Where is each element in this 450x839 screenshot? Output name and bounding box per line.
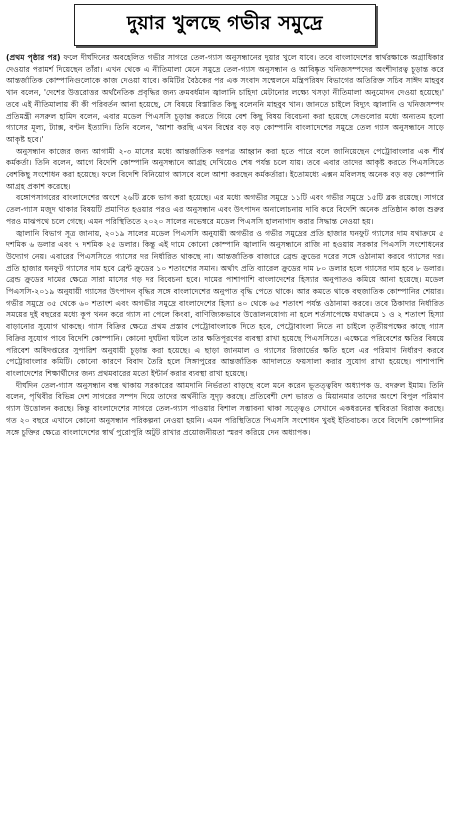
- article-paragraph: জ্বালানি বিভাগ সূত্র জানায়, ২০১৯ সালের মডেল পিএসসি অনুযায়ী অগভীর ও গভীর সমুদ্রের প্রতি হাজার ঘনফুট গ্যাসের দাম যথাক্রমে ৫ দশমিক ৬ ডলার এবং ৭ দশমিক ২৫ ডলার। কিন্তু এই দামে কোনো কোম্পানি জ্বালানি অনুসন্ধানে রাজি না হওয়ায় সরকার পিএসসি সংশোধনের উদ্যোগ নেয়। এবারের পিএসসিতে গ্যাসের দর নির্ধারিত থাকছে না। আন্তর্জাতিক বাজারে ব্রেন্ড ক্রুডের দরের সঙ্গে ওঠানামা করবে গ্যাসের দর। প্রতি হাজার ঘনফুট গ্যাসের দাম হবে ব্রেন্ট ক্রুডের ১০ শতাংশের সমান। অর্থাৎ প্রতি ব্যারেল ক্রুডের দাম ৮০ ডলার হলে গ্যাসের দাম হবে ৮ ডলার। ব্রেন্ড ক্রুডের দামের ক্ষেত্রে সারা মাসের গড় দর বিবেচনা হবে। দামের পাশাপাশি বাংলাদেশের হিস্যার অনুপাতও কমিয়ে আনা হয়েছে। মডেল পিএসসি-২০১৯ অনুযায়ী গ্যাসের উৎপাদন বৃদ্ধির সঙ্গে বাংলাদেশের অনুপাত বৃদ্ধি পেতে থাকে। আর কমতে থাকে বহুজাতিক কোম্পানির শেয়ার। গভীর সমুদ্রে ৩৫ থেকে ৬০ শতাংশ এবং অগভীর সমুদ্রে বাংলাদেশের হিস্যা ৪০ থেকে ৬৫ শতাংশ পর্যন্ত ওঠানামা করবে। তবে ঠিকাদার নির্ধারিত সময়ের দুই বছরের মধ্যে কূপ খনন করে গ্যাস না পেলে কিংবা, বাণিজ্যিকভাবে উত্তোলনযোগ্য না হলে শর্তসাপেক্ষে যথাক্রমে ১ ও ২ শতাংশ হিস্যা বাড়ানোর সুযোগ থাকছে। গ্যাস বিক্রির ক্ষেত্রে প্রথম প্রস্তাব পেট্রোবাংলাকে দিতে হবে, পেট্রোবাংলা নিতে না চাইলে তৃতীয়পক্ষের কাছে গ্যাস বিক্রির সুযোগ পাবে বিদেশি কোম্পানি। কোনো দুর্ঘটনা ঘটলে তার ক্ষতিপূরণের ব্যবস্থা রাখা হয়েছে পিএসসিতে। এক্ষেত্রে পরিবেশের ক্ষতির বিষয়ে পরিবেশ অধিদপ্তরের সুপারিশ অনুযায়ী চূড়ান্ত করা হয়েছে। এ ছাড়া জানমাল ও গ্যাসের রিজার্ভের ক্ষতি হলে এর পরিমাণ নির্ধারণ করবে পেট্রোবাংলার কমিটি। কোনো কারণে বিবাদ তৈরি হলে সিঙ্গাপুরের আন্তর্জাতিক আদালতে ফয়সালা করার সুযোগ রাখা হয়েছে। পাশাপাশি বাংলাদেশের শিক্ষার্থীদের জন্য প্রথমবারের মতো ইন্টার্ন করার ব্যবস্থা রাখা হয়েছে।: [6, 228, 444, 378]
- headline-box: [74, 4, 376, 46]
- headline: দুয়ার খুলছে গভীর সমুদ্রে: [126, 12, 324, 34]
- article-paragraph: বঙ্গোপসাগরের বাংলাদেশের অংশে ২৬টি ব্লকে ভাগ করা হয়েছে। এর মধ্যে অগভীর সমুদ্রে ১১টি এবং গভীর সমুদ্রে ১৫টি ব্লক রয়েছে। সাগরে তেল-গ্যাস মজুদ থাকার বিষয়টি প্রমাণিত হওয়ার পরও এর অনুসন্ধান এবং উৎপাদন অনালোচনায় দাবি করে বিদেশি অনেক প্রতিষ্ঠান কাজ শুরুর পরও মাঝপথে চলে গেছে। এমন পরিস্থিতিতে ২০২০ সালের নভেম্বরে মডেল পিএসসি হালনাগাদ করার সিদ্ধান্ত নেওয়া হয়।: [6, 193, 444, 226]
- article-paragraph: [6, 52, 444, 146]
- article-paragraph: অনুসন্ধান কাজের জন্য আগামী ২-৩ মাসের মধ্যে আন্তর্জাতিক দরপত্র আহ্বান করা হতে পারে বলে জানিয়েছেন পেট্রোবাংলার এক শীর্ষ কর্মকর্তা। তিনি বলেন, আগে বিদেশি কোম্পানি অনুসন্ধানে আগ্রহ দেখিয়েও শেষ পর্যন্ত চলে যায়। তবে এবার তাদের আকৃষ্ট করতে পিএসসিতে বেশকিছু সংশোধন করা হয়েছে। ফলে বিদেশি বিনিয়োগ আসবে বলে আশা করছেন কর্মকর্তারা। ইতোমধ্যে এক্সন মবিলসহ অনেক বড় বড় কোম্পানি আগ্রহ প্রকাশ করেছে।: [6, 146, 444, 191]
- article-body: [6, 52, 444, 837]
- continuation-tag: (প্রথম পৃষ্ঠার পর): [6, 53, 61, 62]
- paragraph-text: ফলে দীর্ঘদিনের অবহেলিত গভীর সাগরে তেল-গ্যাস অনুসন্ধানের দুয়ার খুলে যাবে। তবে বাংলাদেশের স্বার্থরক্ষাকে অগ্রাধিকার দেওয়ার পরামর্শ দিয়েছেন তাঁরা। এখন থেকে এ নীতিমালা মেনে সমুদ্রে তেল-গ্যাস অনুসন্ধান ও আবিষ্কৃত খনিজসম্পদের অংশীদারত্ব চূড়ান্ত করে আন্তর্জাতিক কোম্পানিগুলোকে কাজ দেওয়া যাবে। কমিটির বৈঠকের পর এক সংবাদ সম্মেলনে মন্ত্রিপরিষদ বিভাগের অতিরিক্ত সচিব সাঈদ মাহবুব খান বলেন, 'দেশের উত্তরোত্তর অর্থনৈতিক প্রবৃদ্ধির জন্য ক্রমবর্ধমান জ্বালানি চাহিদা মেটানোর লক্ষ্যে খসড়া নীতিমালা অনুমোদন দেওয়া হয়েছে।' তবে এই নীতিমালায় কী কী পরিবর্তন আনা হয়েছে, সে বিষয়ে বিস্তারিত কিছু বলেননি মাহবুব খান। জানতে চাইলে বিদ্যুৎ জ্বালানি ও খনিজসম্পদ প্রতিমন্ত্রী নসরুল হামিদ বলেন, এবার মডেল পিএসসি চূড়ান্ত করতে গিয়ে বেশ কিছু বিষয় বিবেচনা করা হয়েছে সেগুলোর মধ্যে অন্যতম হলো গ্যাসের মূল্য, ট্যাক্স, বণ্টন ইত্যাদি। তিনি বলেন, 'আশা করছি এখন বিশ্বের বড় বড় কোম্পানি বাংলাদেশের সমুদ্রে তেল গ্যাস অনুসন্ধানে সাড়ে আকৃষ্ট হবে।': [6, 53, 444, 144]
- article-paragraph: দীর্ঘদিন তেল-গ্যাস অনুসন্ধান বন্ধ থাকায় সরকারের আমদানি নির্ভরতা বাড়ছে বলে মনে করেন ভূতত্ত্ববিদ অধ্যাপক ড. বদরুল ইমাম। তিনি বলেন, পৃথিবীর বিভিন্ন দেশ সাগরের সম্পদ দিয়ে তাদের অর্থনীতি সুদৃঢ় করছে। প্রতিবেশী দেশ ভারত ও মিয়ানমার তাদের অংশে বিপুল পরিমাণ গ্যাস উত্তোলন করছে। কিন্তু বাংলাদেশের সাগরে তেল-গ্যাস পাওয়ার বিশাল সম্ভাবনা থাকা সত্ত্বেও সেখানে একধরনের স্থবিরতা বিরাজ করছে। গত ২০ বছরে এখানে কোনো অনুসন্ধান পরিকল্পনা নেওয়া হয়নি। এমন পরিস্থিতিতে পিএসসি সংশোধন খুবই ইতিবাচক। তবে বিদেশি কোম্পানির সঙ্গে চুক্তির ক্ষেত্রে বাংলাদেশের স্বার্থ পুরোপুরি অটুট রাখার প্রয়োজনীয়তা স্মরণ করিয়ে দেন অধ্যাপক।: [6, 380, 444, 437]
